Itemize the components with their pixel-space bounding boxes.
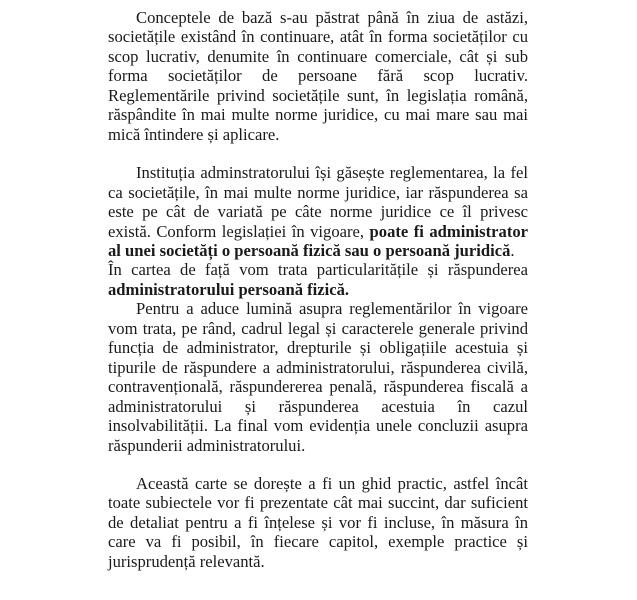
paragraph-text: În cartea de față vom trata particularitățile și răspunderea [108, 260, 528, 280]
paragraph-structure: Pentru a aduce lumină asupra reglementărilor în vigoare vom trata, pe rând, cadrul legal și caracterele generale privind funcția de administrator, drepturile și obligațiile acestuia și tipurile de răspundere a administratorului, răspunderea civilă, contravențională, răspundererea penală, răspunderea fiscală a administratorului și răspunderea acestuia în cazul insolvabilității. La final vom evidenția unele concluzii asupra răspunderii administratorului. [108, 299, 528, 455]
paragraph-book-scope [108, 260, 528, 299]
paragraph-text: Instituția adminstratorului își găsește reglementarea, la fel ca societățile, în mai multe norme juridice, iar răspunderea sa este pe cât de variată pe câte norme juridice ce îl privesc există. Conform legislației în vigoare, [108, 163, 528, 241]
paragraph-text: . [510, 240, 515, 260]
document-page [108, 8, 528, 571]
paragraph-concepts: Conceptele de bază s-au păstrat până în ziua de astăzi, societățile existând în continuare, atât în forma societăților cu scop lucrativ, denumite în continuare comerciale, cât și sub forma societăților de persoane fără scop lucrativ. Reglementările privind societățile sunt, în legislația română, răspândite în mai multe norme juridice, cu mai mare sau mai mică întindere și aplicare. [108, 8, 528, 144]
emphasis-natural-person: administratorului persoană fizică. [108, 279, 350, 299]
emphasis-administrator-definition: poate fi administrator al unei societăți o persoană fizică sau o persoană juridică [108, 221, 529, 260]
paragraph-practical-guide: Această carte se dorește a fi un ghid practic, astfel încât toate subiectele vor fi prezentate cât mai succint, dar suficient de detaliat pentru a fi înțelese și vor fi incluse, în măsura în care va fi posibil, în fiecare capitol, exemple practice și jurisprudență relevantă. [108, 473, 528, 571]
paragraph-administrator-institution [108, 163, 528, 260]
